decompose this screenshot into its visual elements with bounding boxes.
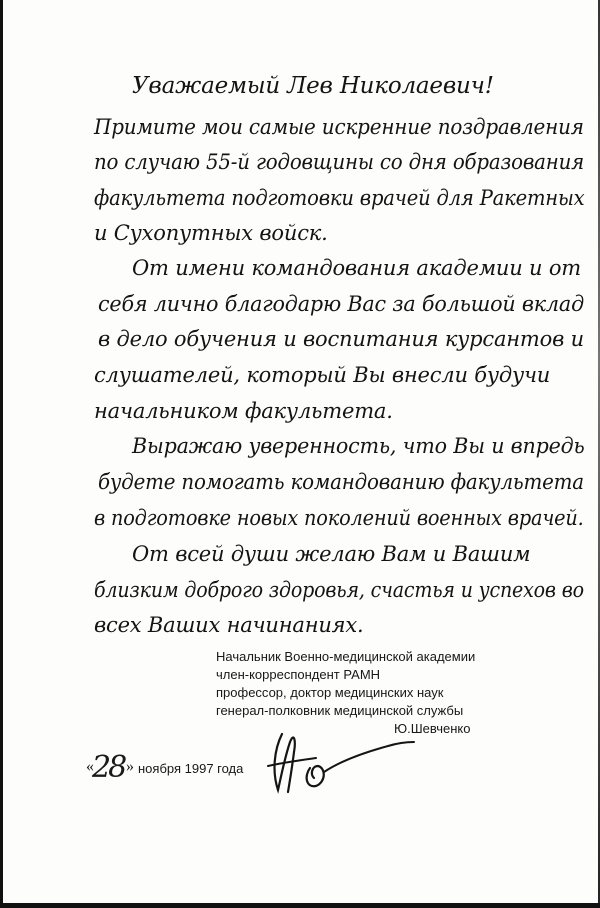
handwritten-signature [266,720,416,800]
letter-line: себя лично благодарю Вас за большой вклад [98,292,585,316]
letter-line: по случаю 55-й годовщины со дня образования [94,150,585,174]
letter-line: в подготовке новых поколений военных врачей. [94,506,584,530]
scan-left-edge [0,0,3,908]
letter-line: в дело обучения и воспитания курсантов и [98,327,584,351]
date-quote-open: « [86,758,94,775]
signatory-name: Ю.Шевченко [394,721,471,736]
letter-line: От имени командования академии и от [132,256,581,280]
signatory-position: Начальник Военно-медицинской академии [216,649,476,664]
signatory-degree: профессор, доктор медицинских наук [216,685,444,700]
letter-line: будете помогать командованию факультета [98,470,584,494]
letter-line: Выражаю уверенность, что Вы и впредь [132,434,585,458]
letter-line: близким доброго здоровья, счастья и успехов во [94,578,584,602]
letter-line: всех Ваших начинаниях. [94,613,364,637]
signatory-rank: генерал-полковник медицинской службы [216,703,464,718]
letter-greeting: Уважаемый Лев Николаевич! [132,73,494,99]
letter-line: слушателей, который Вы внесли будучи [94,363,551,387]
date-day-handwritten: 28 [92,750,125,785]
letter-line: Примите мои самые искренние поздравления [94,115,584,139]
letter-line: начальником факультета. [94,399,393,423]
date-quote-close: » [126,758,134,775]
scan-bottom-edge [0,903,600,908]
signatory-membership: член-корреспондент РАМН [216,667,381,682]
date-month-year: ноября 1997 года [138,761,244,776]
letter-line: От всей души желаю Вам и Вашим [132,542,531,566]
letter-line: факультета подготовки врачей для Ракетных [94,186,585,210]
letter-date [86,752,276,792]
letter-line: и Сухопутных войск. [94,221,328,245]
